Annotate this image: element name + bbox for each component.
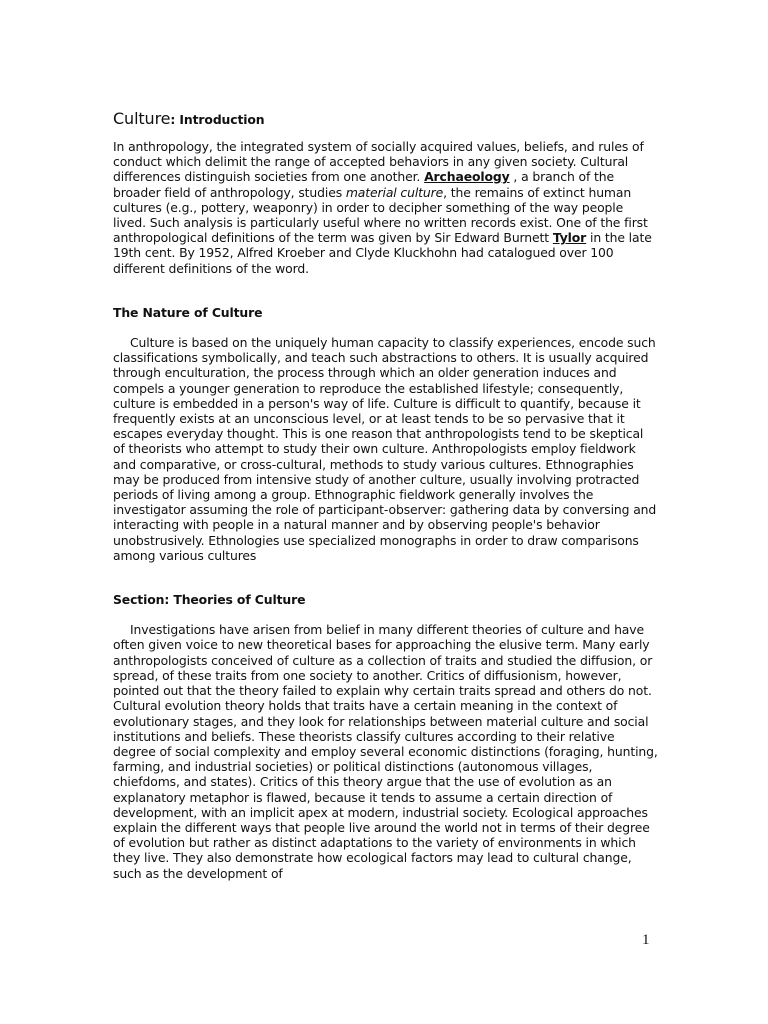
page-number: 1	[642, 932, 650, 948]
document-title	[113, 106, 658, 130]
section-heading-theories: Section: Theories of Culture	[113, 592, 306, 608]
title-main: Culture	[113, 109, 171, 128]
intro-text-2: , a branch of the broader field of anthropology, studies	[113, 169, 615, 200]
theories-paragraph: Investigations have arisen from belief in many different theories of culture and have often given voice to new theoretical bases for approaching the elusive term. Many early anthropologists conceived of culture as a collection of traits and studied the diffusion, or spread, of these traits from one society to another. Critics of diffusionism, however, pointed out that the theory failed to explain why certain traits spread and others do not. Cultural evolution theory holds that traits have a certain meaning in the context of evolutionary stages, and they look for relationships between material culture and social institutions and beliefs. These theorists classify cultures according to their relative degree of social complexity and employ several economic distinctions (foraging, hunting, farming, and industrial societies) or political distinctions (autonomous villages, chiefdoms, and states). Critics of this theory argue that the use of evolution as an explanatory metaphor is flawed, because it tends to assume a certain direction of development, with an implicit apex at modern, industrial society. Ecological approaches explain the different ways that people live around the world not in terms of their degree of evolution but rather as distinct adaptations to the variety of environments in which they live. They also demonstrate how ecological factors may lead to cultural change, such as the development of	[113, 622, 658, 881]
section-heading-nature: The Nature of Culture	[113, 304, 263, 320]
nature-paragraph: Culture is based on the uniquely human capacity to classify experiences, encode such classifications symbolically, and teach such abstractions to others. It is usually acquired through enculturation, the process through which an older generation induces and compels a younger generation to reproduce the established lifestyle; consequently, culture is embedded in a person's way of life. Culture is difficult to quantify, because it frequently exists at an unconscious level, or at least tends to be so pervasive that it escapes everyday thought. This is one reason that anthropologists tend to be skeptical of theorists who attempt to study their own culture. Anthropologists employ fieldwork and comparative, or cross-cultural, methods to study various cultures. Ethnographies may be produced from intensive study of another culture, usually involving protracted periods of living among a group. Ethnographic fieldwork generally involves the investigator assuming the role of participant-observer: gathering data by conversing and interacting with people in a natural manner and by observing people's behavior unobstrusively. Ethnologies use specialized monographs in order to draw comparisons among various cultures	[113, 335, 657, 563]
intro-text-1: In anthropology, the integrated system of socially acquired values, beliefs, and rules of conduct which delimit the range of accepted behaviors in any given society. Cultural differences distinguish societies from one another.	[113, 139, 644, 185]
archaeology-link[interactable]: Archaeology	[424, 169, 510, 185]
document-body	[113, 106, 658, 881]
tylor-link[interactable]: Tylor	[552, 230, 587, 246]
title-subtitle: : Introduction	[170, 112, 265, 127]
intro-text-4: in the late 19th cent. By 1952, Alfred Kroeber and Clyde Kluckhohn had catalogued over 100 different definitions of the word.	[113, 230, 652, 276]
intro-paragraph	[113, 139, 658, 276]
intro-text-3: , the remains of extinct human cultures (e.g., pottery, weaponry) in order to decipher something of the way people lived. Such analysis is particularly useful where no written records exist. One of the first anthropological definitions of the term was given by Sir Edward Burnett	[113, 184, 648, 246]
material-culture-term: material culture	[345, 184, 444, 200]
